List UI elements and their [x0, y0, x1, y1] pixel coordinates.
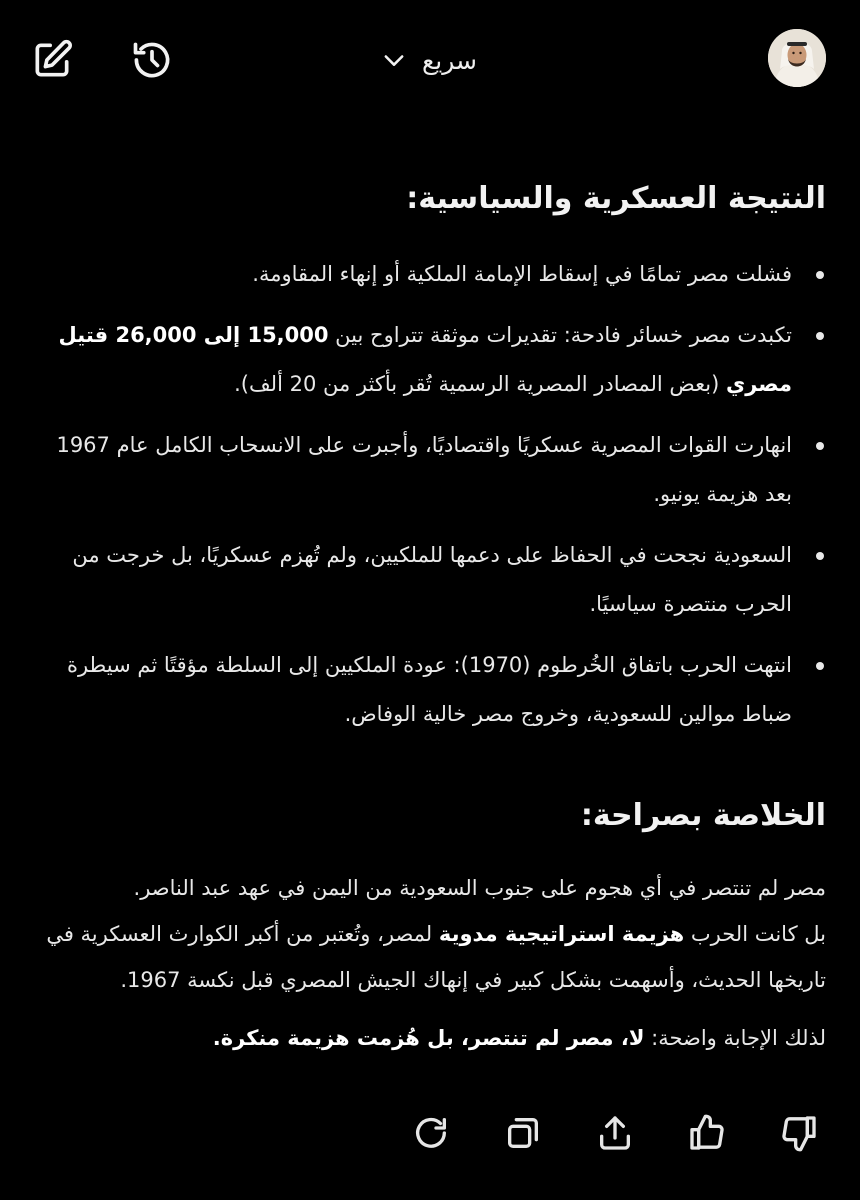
bullet-dot — [816, 662, 824, 670]
bullet-dot — [816, 552, 824, 560]
thumbs-up-button[interactable] — [686, 1112, 728, 1154]
summary-line-2-pre: بل كانت الحرب — [684, 922, 826, 946]
list-item — [36, 531, 826, 629]
summary-line-2-bold: هزيمة استراتيجية مدوية — [438, 922, 685, 946]
top-bar — [0, 0, 860, 120]
model-selector[interactable] — [380, 38, 477, 82]
message-actions — [410, 1112, 820, 1154]
list-item — [36, 311, 826, 409]
list-item-text: انهارت القوات المصرية عسكريًا واقتصاديًا، وأجبرت على الانسحاب الكامل عام 1967 بعد هزيمة يونيو. — [56, 433, 792, 506]
bullet-dot — [816, 332, 824, 340]
list-item-text-post: (بعض المصادر المصرية الرسمية تُقر بأكثر من 20 ألف). — [234, 372, 726, 396]
avatar[interactable] — [768, 29, 826, 87]
thumbs-down-icon — [779, 1113, 819, 1153]
share-icon — [595, 1113, 635, 1153]
assistant-message — [36, 170, 826, 1061]
model-name: سريع — [422, 45, 478, 75]
regenerate-button[interactable] — [410, 1112, 452, 1154]
list-item-text-pre: تكبدت مصر خسائر فادحة: تقديرات موثقة تتراوح بين — [328, 323, 792, 347]
list-item — [36, 641, 826, 739]
bullet-dot — [816, 271, 824, 279]
list-item-text: فشلت مصر تمامًا في إسقاط الإمامة الملكية أو إنهاء المقاومة. — [252, 262, 792, 286]
list-item — [36, 250, 826, 299]
summary-line-1: مصر لم تنتصر في أي هجوم على جنوب السعودية من اليمن في عهد عبد الناصر. — [133, 876, 826, 900]
chevron-down-icon — [380, 46, 408, 74]
section-heading-military-political: النتيجة العسكرية والسياسية: — [406, 181, 826, 216]
list-item-text: السعودية نجحت في الحفاظ على دعمها للملكيين، ولم تُهزم عسكريًا، بل خرجت من الحرب منتصرة سياسيًا. — [72, 543, 792, 616]
section-heading-summary: الخلاصة بصراحة: — [580, 798, 826, 833]
list-item-text: انتهت الحرب باتفاق الخُرطوم (1970): عودة الملكيين إلى السلطة مؤقتًا ثم سيطرة ضباط موالين للسعودية، وخروج مصر خالية الوفاض. — [66, 653, 792, 726]
list-item-text-bold: 15,000 إلى 26,000 قتيل مصري — [58, 323, 792, 396]
copy-button[interactable] — [502, 1112, 544, 1154]
new-chat-edit-icon[interactable] — [28, 36, 76, 84]
result-bullet-list — [36, 250, 826, 739]
share-button[interactable] — [594, 1112, 636, 1154]
summary-line-2-post: لمصر، وتُعتبر من أكبر الكوارث العسكرية في تاريخها الحديث، وأسهمت بشكل كبير في إنهاك الجيش المصري قبل نكسة 1967. — [46, 922, 826, 992]
bullet-dot — [816, 442, 824, 450]
summary-paragraph — [36, 865, 826, 1003]
conclusion-line — [36, 1015, 826, 1061]
thumbs-up-icon — [687, 1113, 727, 1153]
thumbs-down-button[interactable] — [778, 1112, 820, 1154]
history-icon[interactable] — [128, 36, 176, 84]
list-item — [36, 421, 826, 519]
summary-line-2 — [36, 911, 826, 1003]
copy-icon — [503, 1113, 543, 1153]
conclusion-pre: لذلك الإجابة واضحة: — [644, 1026, 826, 1050]
refresh-icon — [411, 1113, 451, 1153]
conclusion-bold: لا، مصر لم تنتصر، بل هُزمت هزيمة منكرة. — [212, 1026, 645, 1050]
